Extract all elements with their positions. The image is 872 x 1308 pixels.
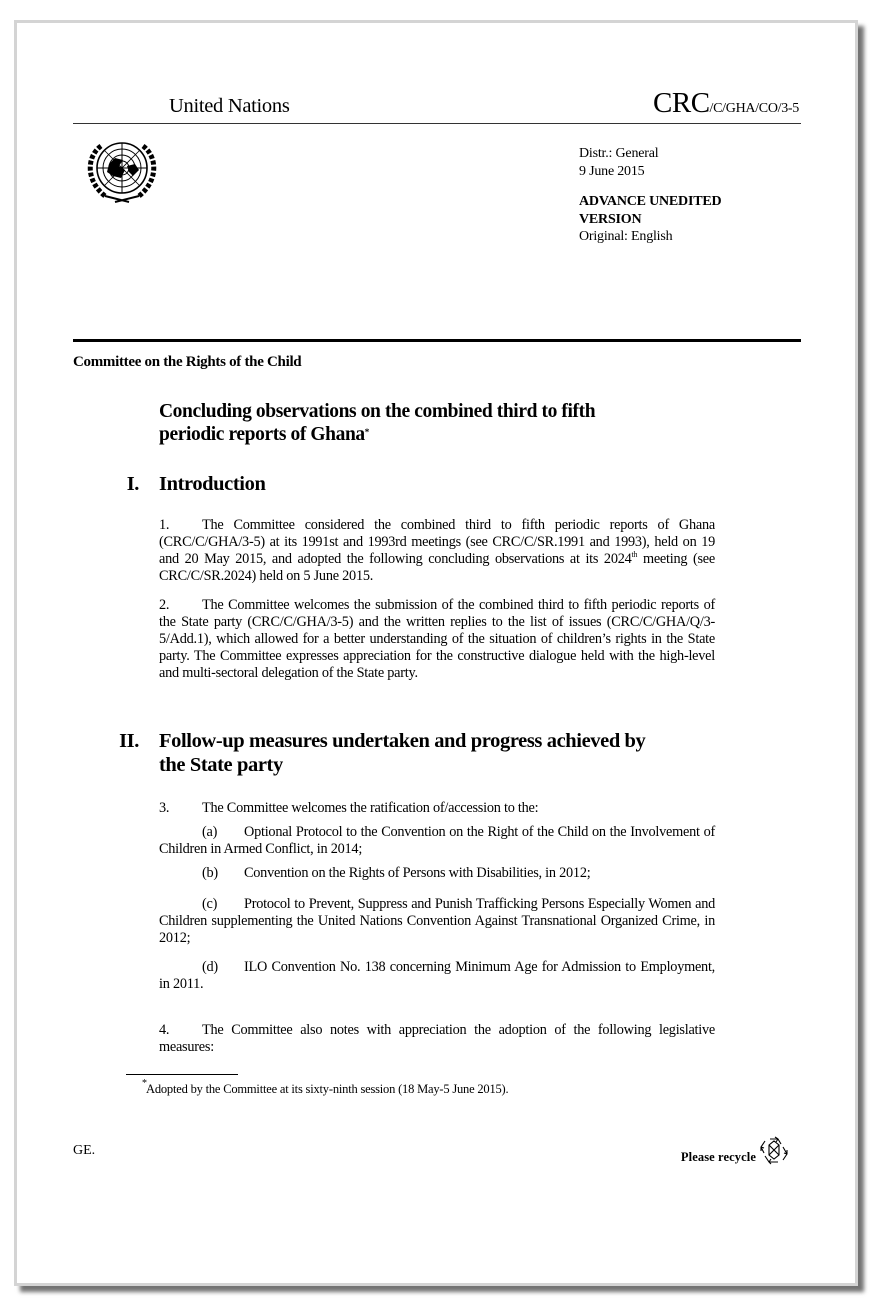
footnote xyxy=(142,1078,509,1097)
footnote-text: Adopted by the Committee at its sixty-ninth session (18 May-5 June 2015). xyxy=(146,1082,509,1096)
list-label: (d) xyxy=(202,959,218,975)
symbol-prefix: CRC xyxy=(653,87,710,119)
document-title xyxy=(159,400,719,446)
title-line-2: periodic reports of Ghana xyxy=(159,424,365,445)
list-item-a xyxy=(159,824,715,858)
symbol-suffix: /C/GHA/CO/3-5 xyxy=(709,101,799,116)
section-title-line-1: Follow-up measures undertaken and progress achieved by xyxy=(159,730,646,752)
footnote-marker: * xyxy=(142,1078,147,1089)
list-text: ILO Convention No. 138 concerning Minimum Age for Admission to Employment, in 2011. xyxy=(159,959,715,992)
footnote-separator xyxy=(126,1074,238,1075)
paragraph-3 xyxy=(159,800,715,817)
paragraph-number: 3. xyxy=(159,800,170,816)
committee-name: Committee on the Rights of the Child xyxy=(73,354,302,370)
header-rule xyxy=(73,123,801,124)
list-label: (c) xyxy=(202,896,218,912)
paragraph-number: 4. xyxy=(159,1022,170,1038)
paragraph-text: The Committee also notes with appreciation the adoption of the following legislative measures: xyxy=(159,1022,715,1055)
paragraph-2 xyxy=(159,597,715,682)
section-title-line-2: the State party xyxy=(159,754,283,776)
list-item-b xyxy=(159,865,715,882)
distribution: Distr.: General xyxy=(579,146,659,161)
paragraph-number: 2. xyxy=(159,597,170,613)
section-rule xyxy=(73,339,801,342)
paragraph-4 xyxy=(159,1022,715,1056)
original-language: Original: English xyxy=(579,229,673,244)
ordinal-suffix: th xyxy=(631,550,638,560)
title-line-1: Concluding observations on the combined third to fifth xyxy=(159,401,596,422)
list-item-d xyxy=(159,959,715,993)
document-page xyxy=(14,20,858,1286)
recycle-text: Please recycle xyxy=(680,1150,756,1164)
title-footnote-marker[interactable]: * xyxy=(364,427,369,437)
paragraph-number: 1. xyxy=(159,517,170,533)
section-number: II. xyxy=(119,730,139,752)
list-item-c xyxy=(159,896,715,947)
paragraph-text: The Committee welcomes the submission of the combined third to fifth periodic reports of the State party (CRC/C/GHA/3-5) and the written replies to the list of issues (CRC/C/GHA/Q/3-5/Add.1), which allowed for a better understanding of the situation of children’s rights in the State party. The Committee expresses appreciation for the constructive dialogue held with the high-level and multi-sectoral delegation of the State party. xyxy=(159,597,715,681)
version-line-1: ADVANCE UNEDITED xyxy=(579,194,722,209)
paragraph-1 xyxy=(159,517,715,585)
paragraph-text: The Committee welcomes the ratification of/accession to the: xyxy=(202,800,539,816)
list-label: (b) xyxy=(202,865,218,881)
list-text: Convention on the Rights of Persons with Disabilities, in 2012; xyxy=(244,865,591,881)
job-number: GE. xyxy=(73,1143,96,1158)
paragraph-text: The Committee considered the combined third to fifth periodic reports of Ghana (CRC/C/GHA/3-5) at its 1991st and 1993rd meetings (see CRC/C/SR.1991 and 1993), held on 19 and 20 May 2015, and adopted the following concluding observations at its 2024 xyxy=(159,517,715,567)
list-label: (a) xyxy=(202,824,218,840)
section-heading-2 xyxy=(79,729,719,779)
organization-name: United Nations xyxy=(169,95,290,117)
recycle-notice xyxy=(681,1135,789,1170)
section-number: I. xyxy=(126,473,139,495)
issue-date: 9 June 2015 xyxy=(579,163,645,179)
un-emblem-icon xyxy=(79,136,165,204)
paragraph-text: meeting (see CRC/C/SR.2024) held on 5 June 2015. xyxy=(159,550,715,584)
section-title: Introduction xyxy=(159,473,266,495)
list-text: Protocol to Prevent, Suppress and Punish Trafficking Persons Especially Women and Children supplementing the United Nations Convention Against Transnational Organized Crime, in 2012; xyxy=(159,896,715,946)
document-meta xyxy=(579,145,721,246)
version-line-2: VERSION xyxy=(579,211,642,227)
list-text: Optional Protocol to the Convention on the Right of the Child on the Involvement of Children in Armed Conflict, in 2014; xyxy=(159,824,715,857)
document-symbol xyxy=(653,87,799,120)
recycle-icon xyxy=(759,1135,789,1170)
